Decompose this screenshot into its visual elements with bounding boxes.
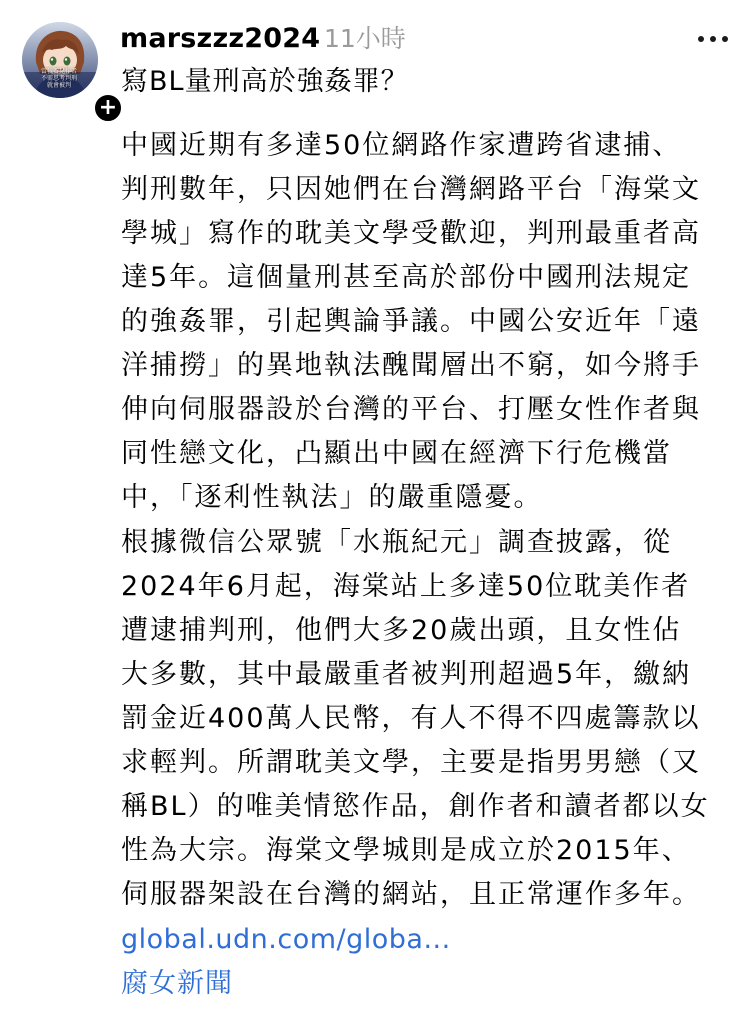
timestamp: 11小時	[324, 24, 406, 53]
post-paragraph-1: 中國近期有多達50位網路作家遭跨省逮捕、 判刑數年，只因她們在台灣網路平台「海棠文 學城」寫作的耽美文學受歡迎，判刑最重者高 達5年。這個量刑甚至高於部份中國刑法規定 的強姦罪，引起輿論爭議。中國公安近年「遠 洋捕撈」的異地執法醜聞層出不窮，如今將手 伸向伺服器設於台灣的平台、打壓女性作者與 同性戀文化，凸顯出中國在經濟下行危機當 中，「逐利性執法」的嚴重隱憂。	[121, 130, 701, 513]
avatar-container[interactable]	[22, 22, 118, 120]
avatar[interactable]	[22, 22, 98, 98]
topic-tag[interactable]: 腐女新聞	[121, 968, 233, 999]
more-dot	[710, 36, 716, 42]
post-title: 寫BL量刑高於強姦罪？	[121, 66, 409, 97]
follow-plus-icon[interactable]: +	[92, 92, 124, 124]
more-dot	[722, 36, 728, 42]
article-link[interactable]: global.udn.com/globa...	[121, 924, 451, 955]
post-paragraph-2: 根據微信公眾號「水瓶紀元」調查披露，從 2024年6月起，海棠站上多達50位耽美作者 遭逮捕判刑，他們大多20歲出頭，且女性佔 大多數，其中最嚴重者被判刑超過5年，繳納 罰金近400萬人民幣，有人不得不四處籌款以 求輕判。所謂耽美文學，主要是指男男戀（又 稱BL）的唯美情慾作品，創作者和讀者都以女 性為大宗。海棠文學城則是成立於2015年、 伺服器架設在台灣的網站，且正常運作多年。	[121, 527, 710, 910]
post-header	[120, 20, 730, 60]
more-horizontal-icon[interactable]	[698, 36, 728, 42]
username[interactable]: marszzz2024	[120, 23, 321, 54]
more-dot	[698, 36, 704, 42]
avatar-caption: 當我看見作者 不需思考判刑 就會被判	[40, 68, 77, 89]
